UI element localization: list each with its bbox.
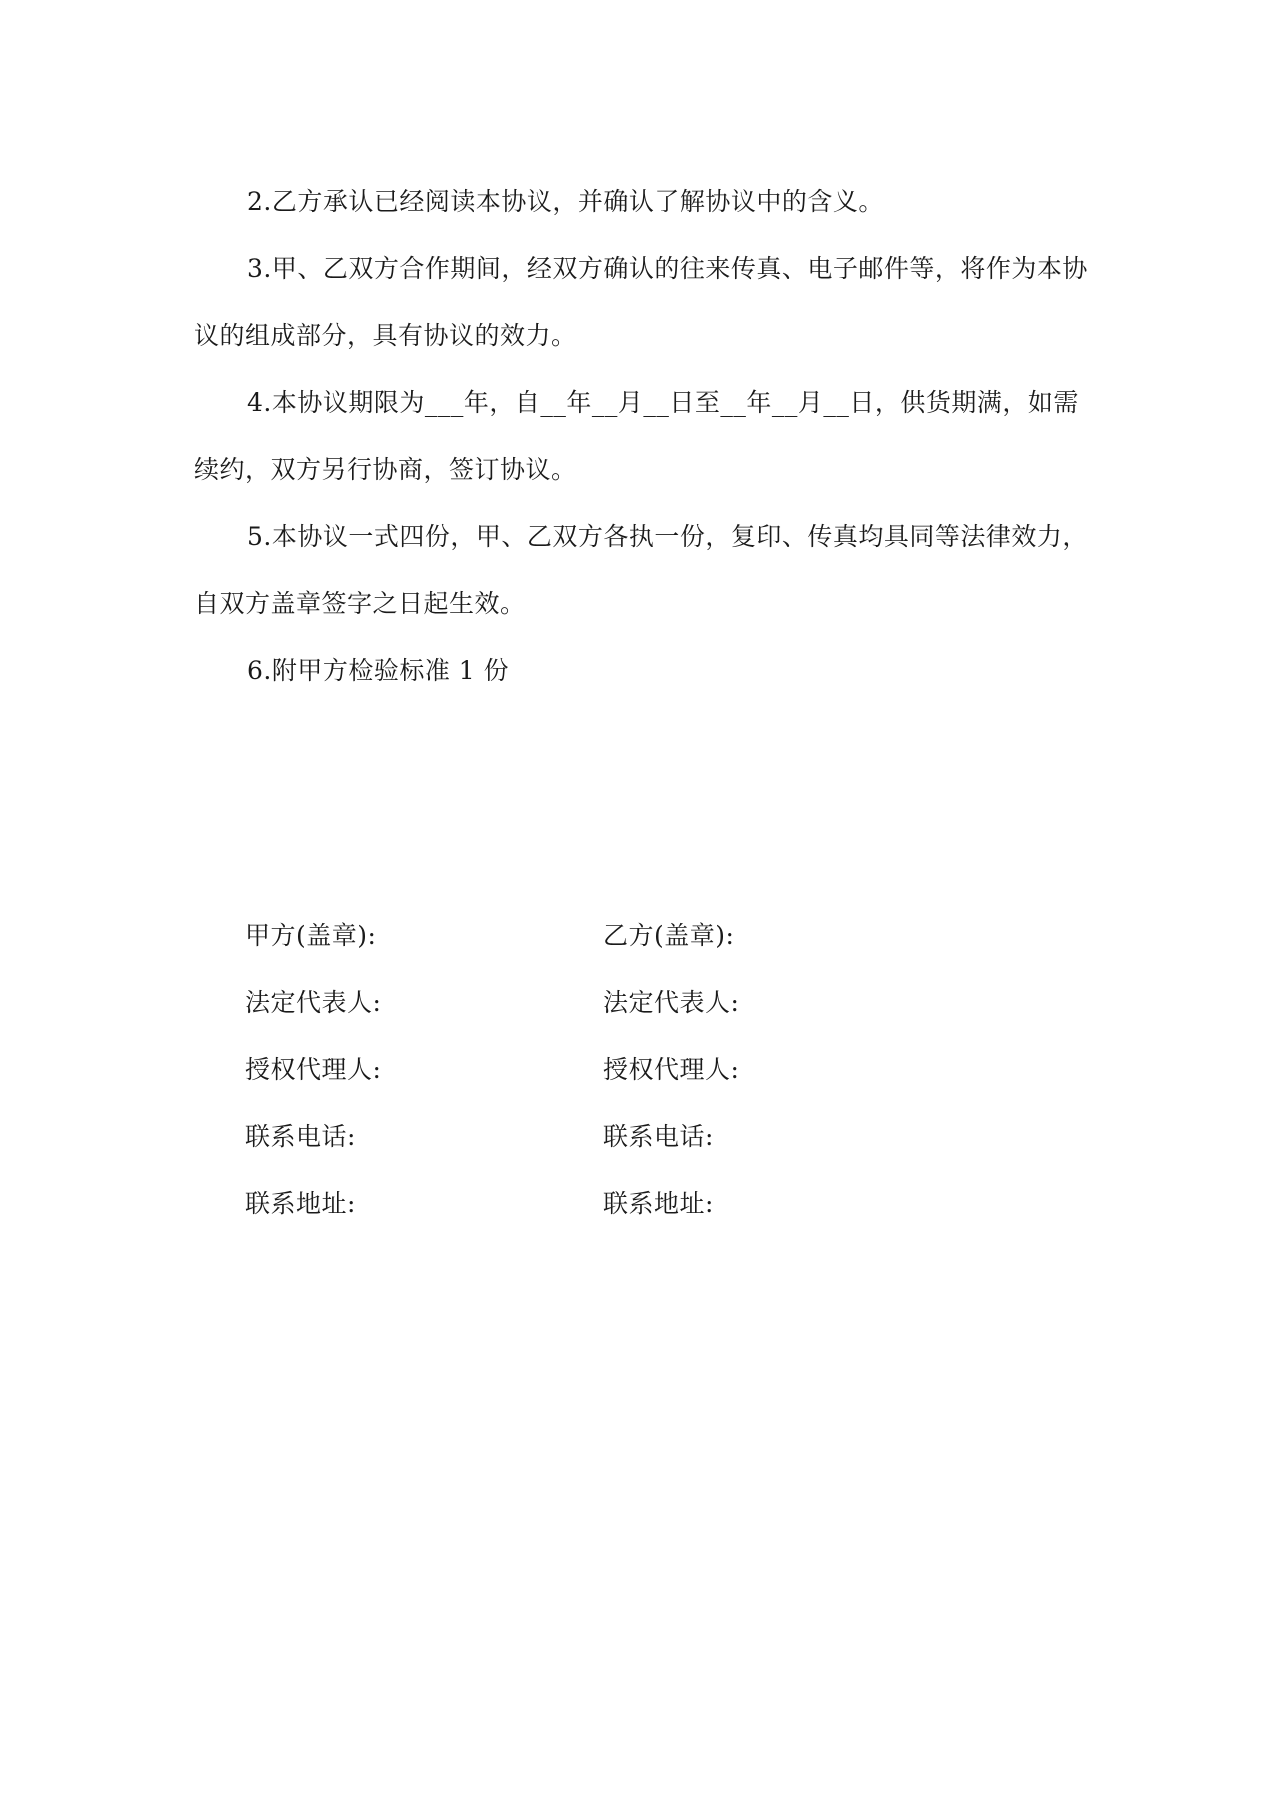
party-b-seal-label: 乙方(盖章):: [603, 921, 735, 950]
signature-block: [245, 902, 1045, 1237]
party-a-agent-label: 授权代理人:: [245, 1055, 382, 1084]
clause-6: 6.附甲方检验标准 1 份: [247, 656, 510, 685]
signature-row-address: [245, 1170, 1045, 1237]
clause-5: 5.本协议一式四份，甲、乙双方各执一份，复印、传真均具同等法律效力，自双方盖章签字之日起生效。: [194, 522, 1088, 618]
party-a-legal-rep-label: 法定代表人:: [245, 988, 382, 1017]
signature-row-phone: [245, 1103, 1045, 1170]
party-b-address-label: 联系地址:: [603, 1189, 714, 1218]
party-a-address-label: 联系地址:: [245, 1189, 356, 1218]
clause-3: 3.甲、乙双方合作期间，经双方确认的往来传真、电子邮件等，将作为本协议的组成部分，具有协议的效力。: [194, 254, 1088, 350]
signature-row-seal: [245, 902, 1045, 969]
agreement-clauses: [194, 168, 1094, 704]
signature-row-legal-rep: [245, 969, 1045, 1036]
party-a-seal-label: 甲方(盖章):: [245, 921, 377, 950]
party-b-legal-rep-label: 法定代表人:: [603, 988, 740, 1017]
party-a-phone-label: 联系电话:: [245, 1122, 356, 1151]
party-b-agent-label: 授权代理人:: [603, 1055, 740, 1084]
party-b-phone-label: 联系电话:: [603, 1122, 714, 1151]
clause-2: 2.乙方承认已经阅读本协议，并确认了解协议中的含义。: [247, 187, 884, 216]
signature-row-agent: [245, 1036, 1045, 1103]
clause-4: 4.本协议期限为___年，自__年__月__日至__年__月__日，供货期满，如需续约，双方另行协商，签订协议。: [194, 388, 1079, 484]
